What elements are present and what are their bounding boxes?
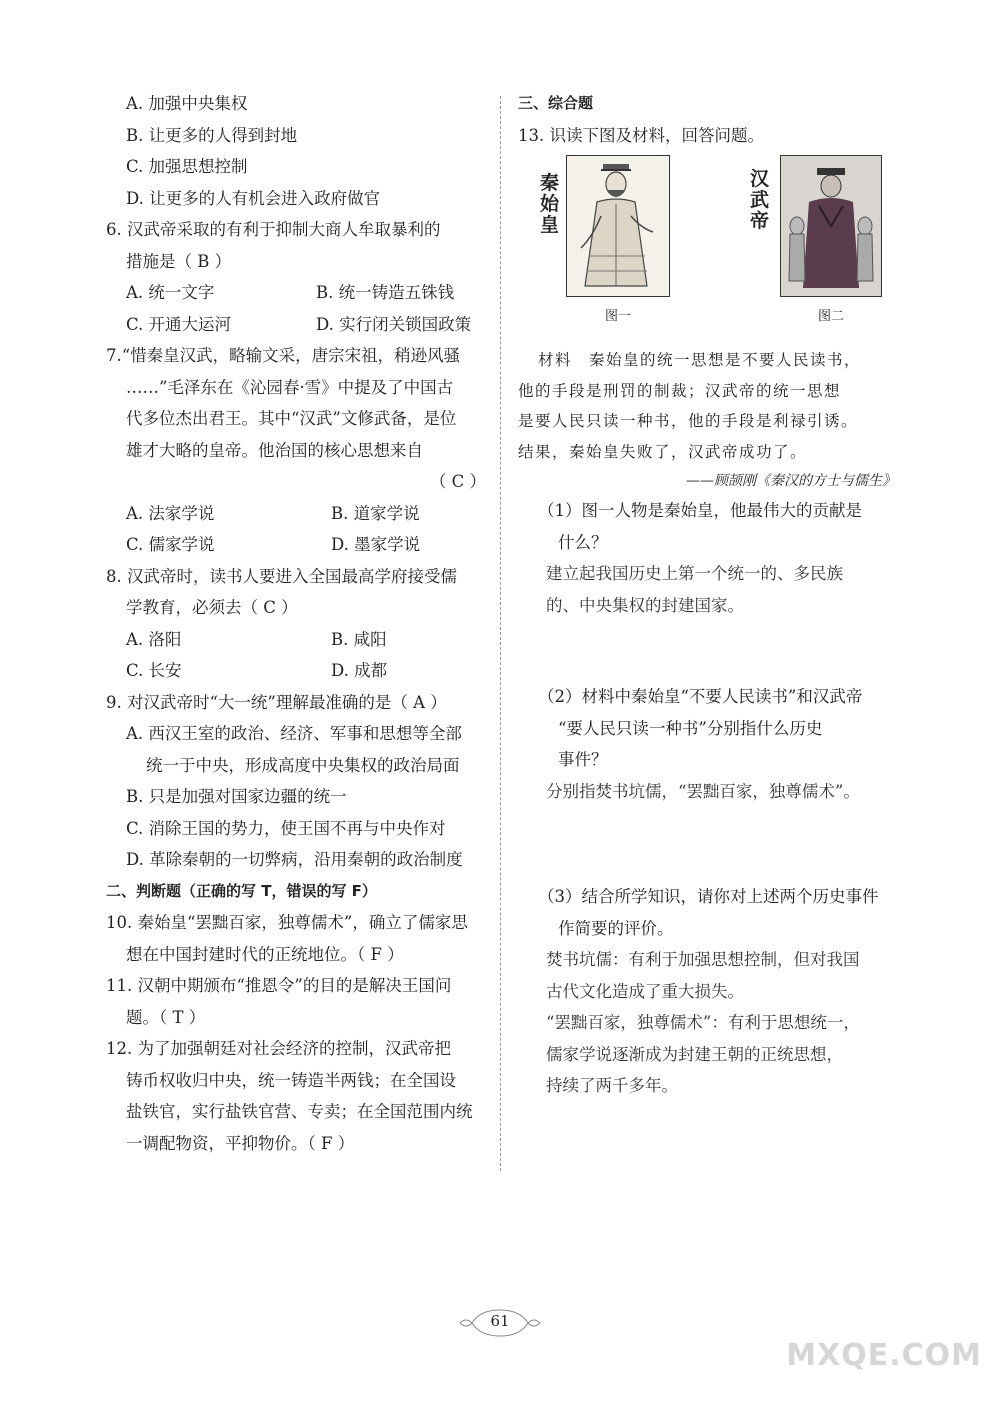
section-3-heading: 三、综合题 (518, 94, 594, 112)
judge-line: 题。（ T ） (126, 1007, 206, 1027)
judge-line: 铸币权收归中央，统一铸造半两钱；在全国设 (126, 1070, 456, 1090)
q7-row (106, 529, 486, 561)
q8-option: B. 咸阳 (331, 629, 387, 649)
judge-line: 一调配物资，平抑物价。（ F ） (126, 1133, 355, 1153)
judge-line: 11. 汉朝中期颁布“推恩令”的目的是解决王国问 (106, 976, 452, 995)
answer-1 (518, 558, 896, 621)
q8-line: 8. 汉武帝时，读书人要进入全国最高学府接受儒 (106, 566, 457, 586)
question-13: 13. 识读下图及材料，回答问题。 (518, 125, 764, 145)
answer-3 (518, 944, 896, 1102)
judge-line: 12. 为了加强朝廷对社会经济的控制，汉武帝把 (106, 1039, 451, 1058)
question-9 (106, 687, 486, 876)
q7-line: 雄才大略的皇帝。他治国的核心思想来自 (126, 440, 423, 460)
answer-2 (518, 776, 896, 808)
q5-6-line: C. 加强思想控制 (126, 157, 248, 176)
q9-line: A. 西汉王室的政治、经济、军事和思想等全部 (126, 724, 462, 743)
q7-option: C. 儒家学说 (126, 535, 215, 554)
q9-line: B. 只是加强对国家边疆的统一 (126, 787, 347, 806)
q7-line: 代多位杰出君王。其中“汉武”文修武备，是位 (126, 409, 457, 428)
q7-line: 7.“惜秦皇汉武，略输文采，唐宗宋祖，稍逊风骚 (106, 346, 461, 365)
question-8 (106, 561, 486, 624)
question-block-5-7 (106, 88, 486, 498)
ans2-line: 分别指焚书坑儒，“罢黜百家，独尊儒术”。 (546, 781, 860, 801)
q6-row (106, 309, 486, 341)
section-2-heading: 二、判断题（正确的写 T，错误的写 F） (106, 881, 377, 900)
column-divider (500, 96, 501, 1171)
q6-option: B. 统一铸造五铢钱 (316, 283, 455, 302)
judge-line: 想在中国封建时代的正统地位。（ F ） (126, 944, 404, 964)
q6-row (106, 277, 486, 309)
material-line: 结果，秦始皇失败了，汉武帝成功了。 (518, 442, 808, 461)
fig2-label: 汉武帝 (750, 168, 770, 232)
q8-line: 学教育，必须去（ C ） (126, 598, 298, 617)
sub1-line: （1）图一人物是秦始皇，他最伟大的贡献是 (538, 501, 862, 520)
q6-options (106, 277, 486, 340)
watermark: MXQE.COM (786, 1338, 982, 1373)
q7-option: A. 法家学说 (126, 503, 215, 523)
material-line: 是要人民只读一种书，他的手段是利禄引诱。 (518, 412, 859, 430)
q7-option: B. 道家学说 (331, 503, 420, 523)
q7-options (106, 498, 486, 561)
sub-question-1 (518, 495, 896, 558)
page-number: 61 (490, 1312, 510, 1330)
sub3-line: （3）结合所学知识，请你对上述两个历史事件 (538, 887, 879, 906)
q6-option: A. 统一文字 (126, 283, 215, 302)
figures (518, 155, 896, 345)
q8-options (106, 624, 486, 687)
right-column (518, 88, 896, 1102)
q5-6-line: D. 让更多的人有机会进入政府做官 (126, 188, 381, 208)
ans1-line: 建立起我国历史上第一个统一的、多民族 (546, 564, 843, 583)
ans1-line: 的、中央集权的封建国家。 (546, 595, 744, 615)
q7-line: （ C ） (429, 472, 486, 491)
sub-question-3 (518, 881, 896, 944)
sub1-line: 什么？ (558, 532, 608, 552)
q8-option: D. 成都 (331, 661, 388, 680)
q8-option: C. 长安 (126, 661, 182, 680)
q8-option: A. 洛阳 (126, 629, 182, 649)
fig1-label: 秦始皇 (540, 172, 560, 236)
figure-2 (780, 155, 882, 326)
q5-6-line: B. 让更多的人得到封地 (126, 125, 298, 145)
page-number-badge (458, 1306, 542, 1340)
ans3-line: 焚书坑儒：有利于加强思想控制，但对我国 (546, 950, 860, 969)
sub2-line: “要人民只读一种书”分别指什么历史 (558, 718, 823, 738)
q8-row (106, 624, 486, 656)
q7-row (106, 498, 486, 530)
q5-6-line: A. 加强中央集权 (126, 94, 248, 113)
q9-line: C. 消除王国的势力，使王国不再与中央作对 (126, 818, 446, 838)
ans3-line: 持续了两千多年。 (546, 1076, 678, 1095)
sub2-line: 事件？ (558, 750, 608, 769)
ans3-line: “罢黜百家，独尊儒术”：有利于思想统一， (546, 1013, 860, 1032)
fig2-caption: 图二 (817, 308, 844, 324)
q9-line: D. 革除秦朝的一切弊病，沿用秦朝的政治制度 (126, 850, 463, 869)
ans3-line: 儒家学说逐渐成为封建王朝的正统思想， (546, 1044, 843, 1064)
q8-row (106, 655, 486, 687)
q9-line: 9. 对汉武帝时“大一统”理解最准确的是（ A ） (106, 692, 447, 712)
judge-line: 10. 秦始皇“罢黜百家，独尊儒术”，确立了儒家思 (106, 913, 468, 932)
material-text (518, 345, 896, 467)
q9-line: 统一于中央，形成高度中央集权的政治局面 (146, 755, 460, 775)
left-column (106, 88, 486, 1159)
q7-line: ……”毛泽东在《沁园春·雪》中提及了中国古 (126, 377, 454, 397)
sub3-line: 作简要的评价。 (558, 918, 674, 938)
ans3-line: 古代文化造成了重大损失。 (546, 981, 744, 1001)
material-source: ——顾颉刚《秦汉的方士与儒生》 (686, 473, 896, 489)
judgement-questions (106, 907, 486, 1159)
sub2-line: （2）材料中秦始皇“不要人民读书”和汉武帝 (538, 687, 863, 706)
sub-question-2 (518, 681, 896, 776)
q5-6-line: 6. 汉武帝采取的有利于抑制大商人牟取暴利的 (106, 220, 441, 239)
figure-1 (566, 155, 670, 326)
material-line: 材料 秦始皇的统一思想是不要人民读书， (538, 351, 862, 369)
material-line: 他的手段是刑罚的制裁；汉武帝的统一思想 (518, 381, 842, 400)
han-wudi-portrait (780, 155, 882, 297)
q6-option: C. 开通大运河 (126, 314, 232, 334)
judge-line: 盐铁官，实行盐铁官营、专卖；在全国范围内统 (126, 1102, 473, 1121)
fig1-caption: 图一 (604, 308, 631, 324)
q7-option: D. 墨家学说 (331, 535, 421, 554)
q5-6-line: 措施是（ B ） (126, 251, 232, 271)
q6-option: D. 实行闭关锁国政策 (316, 314, 472, 334)
qin-shi-huang-portrait (566, 155, 670, 297)
